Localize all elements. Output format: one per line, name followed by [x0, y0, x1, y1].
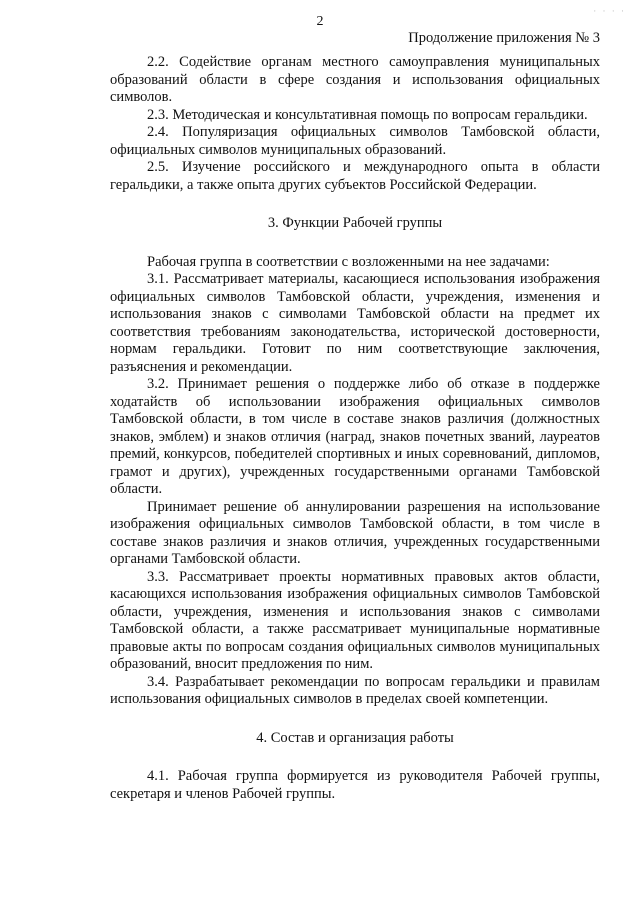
section-3-heading: 3. Функции Рабочей группы	[267, 215, 443, 231]
section-4-heading: 4. Состав и организация работы	[256, 729, 454, 746]
appendix-continuation-label: Продолжение приложения № 3	[408, 30, 600, 46]
paragraph-3-4: 3.4. Разрабатывает рекомендации по вопросам геральдики и правилам использования официальных символов в пределах своей компетенции.	[110, 673, 600, 707]
paragraph-3-2: 3.2. Принимает решения о поддержке либо об отказе в поддержке ходатайств об использовании изображения официальных символов Тамбовской области, в том числе в составе знаков различия (должностных знаков, эмблем) и знаков отличия (наград, знаков почетных званий, лауреатов премий, конкурсов, победителей спортивных и иных соревнований, дипломов, грамот и других), учрежденных государственными органами Тамбовской области.	[110, 376, 600, 497]
page-number: 2	[316, 14, 324, 29]
scan-artifact: · · · ·	[593, 6, 626, 16]
paragraph-2-4: 2.4. Популяризация официальных символов Тамбовской области, официальных символов муниципальных образований.	[110, 124, 600, 158]
paragraph-4-1: 4.1. Рабочая группа формируется из руководителя Рабочей группы, секретаря и членов Рабочей группы.	[110, 768, 600, 802]
paragraph-2-2: 2.2. Содействие органам местного самоуправления муниципальных образований области в сфере создания и использования официальных символов.	[110, 54, 600, 105]
paragraph-3-1: 3.1. Рассматривает материалы, касающиеся использования изображения официальных символов Тамбовской области, учреждения, изменения и использования знаков с символами Тамбовской области на предмет их соответствия требованиям законодательства, исторической достоверности, нормам геральдики. Готовит по ним соответствующие заключения, разъяснения и рекомендации.	[110, 271, 600, 375]
paragraph-2-5: 2.5. Изучение российского и международного опыта в области геральдики, а также опыта других субъектов Российской Федерации.	[110, 159, 600, 193]
paragraph-2-3: 2.3. Методическая и консультативная помощь по вопросам геральдики.	[147, 106, 588, 123]
section-3-intro: Рабочая группа в соответствии с возложенными на нее задачами:	[147, 253, 550, 270]
document-body	[110, 54, 600, 803]
paragraph-3-3: 3.3. Рассматривает проекты нормативных правовых актов области, касающихся использования изображения официальных символов Тамбовской области, учреждения, изменения и использования знаков с символами Тамбовской области, а также рассматривает муниципальные нормативные правовые акты по вопросам создания официальных символов муниципальных образований, вносит предложения по ним.	[110, 568, 600, 672]
paragraph-3-2-annulment: Принимает решение об аннулировании разрешения на использование изображения официальных символов Тамбовской области, в том числе в составе знаков различия и знаков отличия, учрежденных государственными органами Тамбовской области.	[110, 498, 600, 567]
